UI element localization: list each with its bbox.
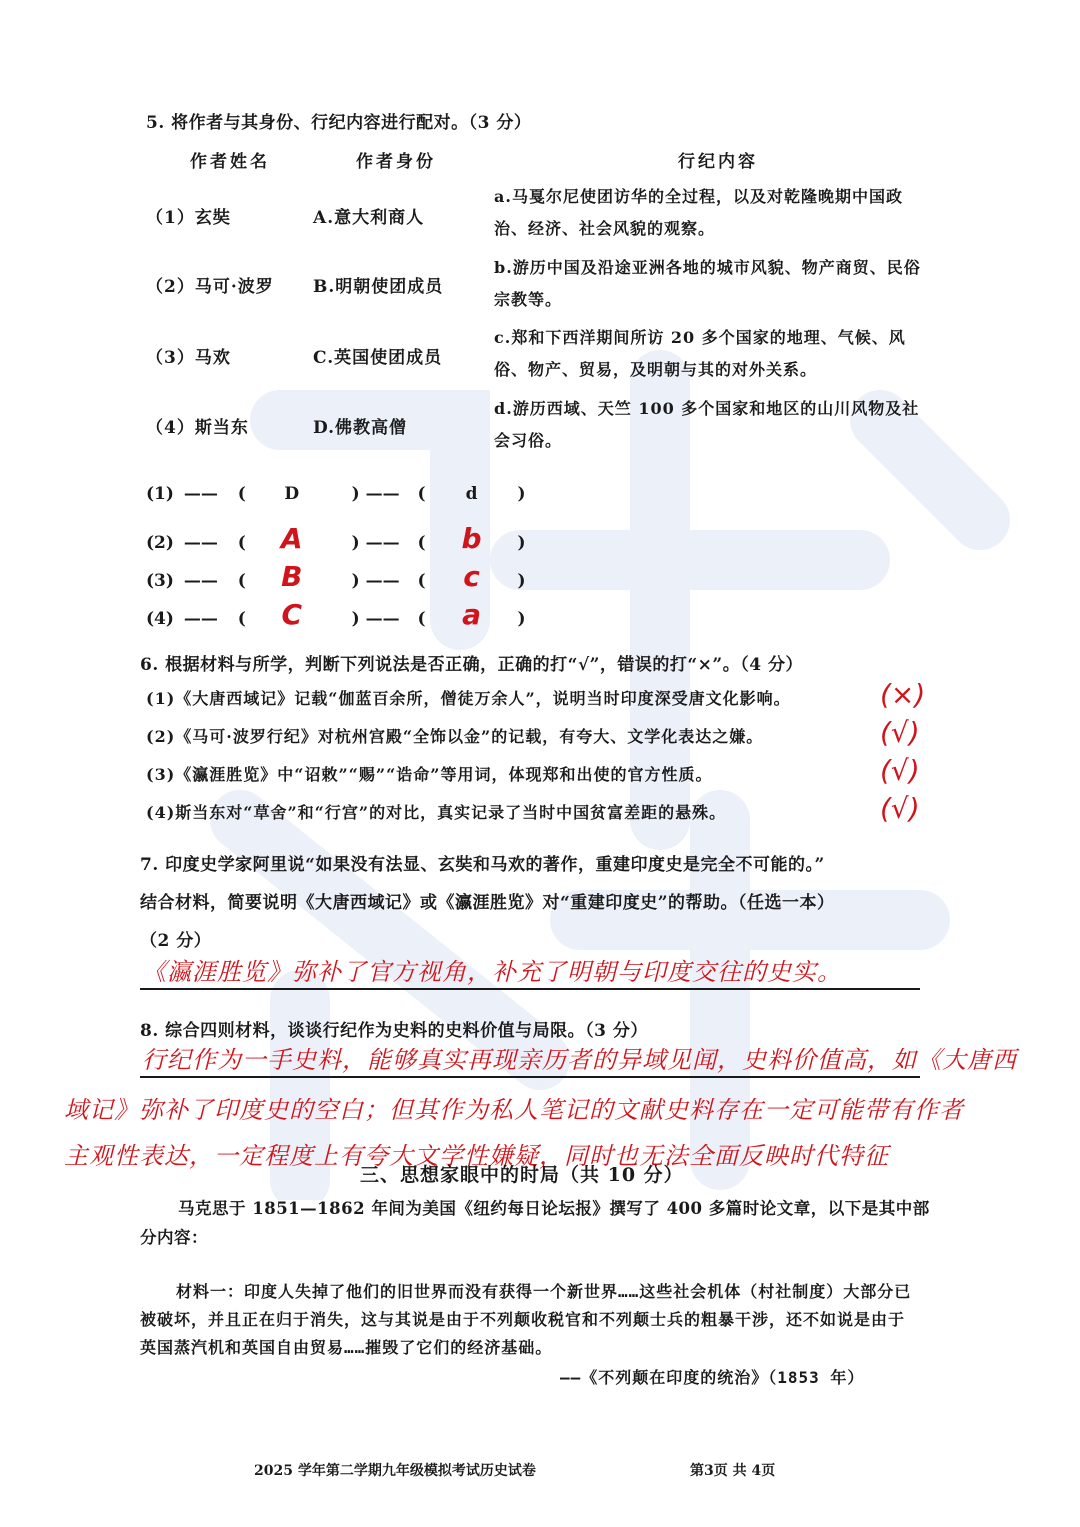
- answer-row-1: [146, 484, 525, 504]
- footer-page-number: 第3页 共 4页: [690, 1463, 776, 1479]
- dash: ——: [183, 571, 218, 591]
- material-1-source: ——《不列颠在印度的统治》（1853 年）: [560, 1368, 865, 1387]
- col-header-name: 作者姓名: [190, 152, 270, 172]
- answer-row-3: [146, 560, 525, 593]
- q8-title: 8. 综合四则材料，谈谈行纪作为史料的史料价值与局限。（3 分）: [140, 1021, 648, 1041]
- q5-row1-name: （1）玄奘: [146, 208, 231, 228]
- q8-answer-line-2: 域记》弥补了印度史的空白；但其作为私人笔记的文献史料存在一定可能带有作者: [64, 1096, 964, 1124]
- q6-item-2: (2)《马可·波罗行纪》对杭州宫殿“全饰以金”的记载，有夸大、文学化表达之嫌。: [146, 727, 764, 746]
- paren-open: (: [417, 533, 426, 553]
- q7-line-1: 7. 印度史学家阿里说“如果没有法显、玄奘和马欢的著作，重建印度史是完全不可能的。”: [140, 855, 825, 875]
- paren-open: (: [237, 533, 246, 553]
- dash: ——: [365, 571, 400, 591]
- q5-row2-content: b.游历中国及沿途亚洲各地的城市风貌、物产商贸、民俗宗教等。: [494, 258, 921, 309]
- q5-row4-name: （4）斯当东: [146, 418, 249, 438]
- paren-open: (: [237, 571, 246, 591]
- paren-open: (: [417, 484, 426, 504]
- q6-mark-1: (×): [880, 678, 926, 711]
- paren-open: (: [417, 571, 426, 591]
- dash: ——: [183, 533, 218, 553]
- handwritten-answer-identity: C: [281, 598, 303, 631]
- section-3-intro: 马克思于 1851—1862 年间为美国《纽约每日论坛报》撰写了 400 多篇时论文章，以下是其中部分内容：: [140, 1199, 930, 1247]
- answer-row-2: [146, 522, 525, 555]
- answer-row-4: [146, 598, 525, 631]
- answer-identity: D: [284, 484, 300, 504]
- handwritten-answer-content: b: [461, 522, 482, 555]
- paren-close: ): [351, 484, 360, 504]
- q7-handwritten-answer: 《瀛涯胜览》弥补了官方视角，补充了明朝与印度交往的史实。: [142, 958, 842, 986]
- q5-row3-identity: C.英国使团成员: [313, 348, 443, 368]
- handwritten-answer-identity: B: [281, 560, 303, 593]
- dash: ——: [183, 609, 218, 629]
- q8-answer-line-1: 行纪作为一手史料，能够真实再现亲历者的异域见闻，史料价值高，如《大唐西: [142, 1046, 1017, 1074]
- q5-title: 5. 将作者与其身份、行纪内容进行配对。（3 分）: [146, 113, 532, 133]
- paren-close: ): [517, 571, 526, 591]
- q8-answer-line: [140, 1076, 920, 1078]
- q6-title: 6. 根据材料与所学，判断下列说法是否正确，正确的打“√”，错误的打“×”。（4 分）: [140, 655, 803, 675]
- material-1-text: 材料一：印度人失掉了他们的旧世界而没有获得一个新世界……这些社会机体（村社制度）大部分已被破坏，并且正在归于消失，这与其说是由于不列颠收税官和不列颠士兵的粗暴干涉，还不如说是由于英国蒸汽机和英国自由贸易……摧毁了它们的经济基础。: [140, 1282, 912, 1357]
- q6-item-1: (1)《大唐西域记》记载“伽蓝百余所，僧徒万余人”，说明当时印度深受唐文化影响。: [146, 689, 791, 708]
- q8-answer-line-3: 主观性表达，一定程度上有夸大文学性嫌疑，同时也无法全面反映时代特征: [64, 1142, 889, 1170]
- q6-mark-2: (√): [880, 716, 920, 749]
- paren-close: ): [351, 533, 360, 553]
- q5-row4-content: d.游历西域、天竺 100 多个国家和地区的山川风物及社会习俗。: [494, 399, 920, 450]
- q7-points: （2 分）: [140, 931, 212, 951]
- dash: ——: [365, 484, 400, 504]
- answer-content: d: [465, 484, 478, 504]
- handwritten-answer-identity: A: [280, 522, 303, 555]
- handwritten-answer-content: c: [463, 560, 480, 593]
- q5-row1-content: a.马戛尔尼使团访华的全过程，以及对乾隆晚期中国政治、经济、社会风貌的观察。: [494, 187, 903, 238]
- q7-line-2: 结合材料，简要说明《大唐西域记》或《瀛涯胜览》对“重建印度史”的帮助。（任选一本）: [140, 893, 835, 913]
- q5-row4-identity: D.佛教高僧: [313, 418, 408, 438]
- paren-close: ): [351, 609, 360, 629]
- answer-label: (4): [146, 609, 174, 629]
- q5-row2-identity: B.明朝使团成员: [313, 277, 444, 297]
- paren-open: (: [237, 484, 246, 504]
- dash: ——: [183, 484, 218, 504]
- q6-mark-3: (√): [880, 754, 920, 787]
- paren-close: ): [517, 609, 526, 629]
- col-header-content: 行纪内容: [678, 152, 758, 172]
- col-header-identity: 作者身份: [356, 152, 436, 172]
- answer-label: (3): [146, 571, 174, 591]
- answer-label: (2): [146, 533, 174, 553]
- paren-open: (: [237, 609, 246, 629]
- q5-row3-name: （3）马欢: [146, 348, 231, 368]
- q6-mark-4: (√): [880, 792, 920, 825]
- paren-open: (: [417, 609, 426, 629]
- q5-row3-content: c.郑和下西洋期间所访 20 多个国家的地理、气候、风俗、物产、贸易，及明朝与其的对外关系。: [494, 328, 906, 379]
- handwritten-answer-content: a: [462, 598, 481, 631]
- footer-exam-title: 2025 学年第二学期九年级模拟考试历史试卷: [254, 1463, 536, 1479]
- q6-item-3: (3)《瀛涯胜览》中“诏敕”“赐”“诰命”等用词，体现郑和出使的官方性质。: [146, 765, 713, 784]
- q6-item-4: (4)斯当东对“草舍”和“行宫”的对比，真实记录了当时中国贫富差距的悬殊。: [146, 803, 727, 822]
- paren-close: ): [517, 484, 526, 504]
- dash: ——: [365, 533, 400, 553]
- dash: ——: [365, 609, 400, 629]
- paren-close: ): [517, 533, 526, 553]
- q5-row1-identity: A.意大利商人: [313, 208, 425, 228]
- paren-close: ): [351, 571, 360, 591]
- q5-row2-name: （2）马可·波罗: [146, 277, 274, 297]
- section-3-title: 三、思想家眼中的时局（共 10 分）: [360, 1164, 684, 1186]
- q7-answer-line: [140, 988, 920, 990]
- answer-label: (1): [146, 484, 174, 504]
